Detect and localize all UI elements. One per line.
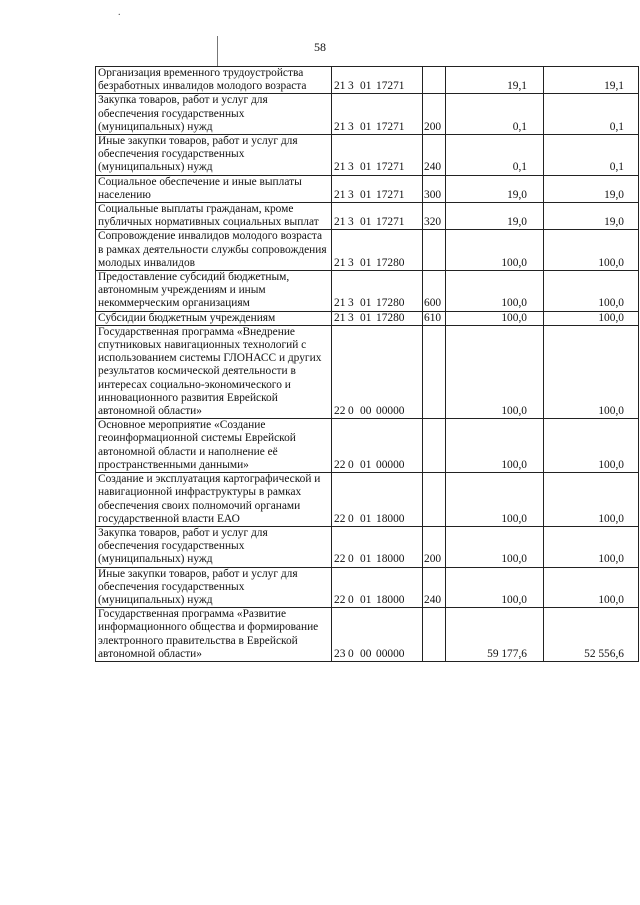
amount-year-2: 0,1	[544, 94, 639, 135]
table-row	[96, 94, 639, 135]
row-description: Закупка товаров, работ и услуг для обеспечения государственных (муниципальных) нужд	[96, 526, 332, 567]
amount-year-1: 100,0	[446, 473, 544, 527]
expense-type	[423, 67, 446, 94]
amount-year-1: 100,0	[446, 311, 544, 325]
row-description: Социальные выплаты гражданам, кроме публичных нормативных социальных выплат	[96, 203, 332, 230]
code-event: 00	[360, 647, 372, 660]
amount-year-1: 0,1	[446, 135, 544, 176]
code-subprogram: 3	[348, 297, 354, 310]
amount-year-1: 100,0	[446, 230, 544, 271]
code-direction: 17271	[376, 120, 405, 133]
code-event: 01	[360, 188, 372, 201]
target-code	[332, 419, 423, 473]
row-description: Сопровождение инвалидов молодого возраста в рамках деятельности службы сопровождения молодых инвалидов	[96, 230, 332, 271]
amount-year-1: 100,0	[446, 567, 544, 608]
table-row	[96, 271, 639, 312]
code-event: 01	[360, 80, 372, 93]
row-description: Субсидии бюджетным учреждениям	[96, 311, 332, 325]
amount-year-1: 19,0	[446, 203, 544, 230]
code-program: 21	[334, 256, 346, 269]
table-row	[96, 230, 639, 271]
row-description: Социальное обеспечение и иные выплаты населению	[96, 175, 332, 202]
amount-year-1: 19,1	[446, 67, 544, 94]
row-description: Государственная программа «Развитие информационного общества и формирование электронного правительства в Еврейской автономной области»	[96, 608, 332, 662]
code-program: 22	[334, 405, 346, 418]
table-row	[96, 419, 639, 473]
amount-year-2: 0,1	[544, 135, 639, 176]
code-direction: 00000	[376, 458, 405, 471]
code-direction: 17280	[376, 256, 405, 269]
table-row	[96, 67, 639, 94]
code-program: 21	[334, 161, 346, 174]
table-row	[96, 203, 639, 230]
row-description: Предоставление субсидий бюджетным, автономным учреждениям и иным некоммерческим организациям	[96, 271, 332, 312]
expense-type: 200	[423, 94, 446, 135]
target-code	[332, 567, 423, 608]
code-subprogram: 0	[348, 512, 354, 525]
expense-type: 300	[423, 175, 446, 202]
code-subprogram: 3	[348, 188, 354, 201]
target-code	[332, 526, 423, 567]
code-direction: 00000	[376, 405, 405, 418]
expense-type: 200	[423, 526, 446, 567]
budget-table	[95, 66, 639, 662]
target-code	[332, 473, 423, 527]
code-event: 01	[360, 297, 372, 310]
row-description: Организация временного трудоустройства безработных инвалидов молодого возраста	[96, 67, 332, 94]
target-code	[332, 135, 423, 176]
amount-year-1: 0,1	[446, 94, 544, 135]
amount-year-2: 19,0	[544, 203, 639, 230]
row-description: Закупка товаров, работ и услуг для обеспечения государственных (муниципальных) нужд	[96, 94, 332, 135]
scan-mark: .	[118, 7, 121, 18]
amount-year-1: 19,0	[446, 175, 544, 202]
target-code	[332, 608, 423, 662]
code-direction: 17271	[376, 80, 405, 93]
amount-year-2: 100,0	[544, 311, 639, 325]
code-event: 01	[360, 512, 372, 525]
row-description: Иные закупки товаров, работ и услуг для обеспечения государственных (муниципальных) нужд	[96, 135, 332, 176]
code-subprogram: 3	[348, 216, 354, 229]
amount-year-2: 100,0	[544, 271, 639, 312]
expense-type	[423, 419, 446, 473]
target-code	[332, 203, 423, 230]
row-description: Создание и эксплуатация картографической и навигационной инфраструктуры в рамках обеспечения своих полномочий органами государственной власти ЕАО	[96, 473, 332, 527]
amount-year-1: 100,0	[446, 325, 544, 418]
amount-year-2: 100,0	[544, 526, 639, 567]
code-direction: 18000	[376, 593, 405, 606]
amount-year-2: 100,0	[544, 567, 639, 608]
code-program: 21	[334, 216, 346, 229]
page-number: 58	[314, 40, 326, 54]
amount-year-1: 100,0	[446, 526, 544, 567]
code-direction: 17280	[376, 297, 405, 310]
table-row	[96, 311, 639, 325]
row-description: Основное мероприятие «Создание геоинформационной системы Еврейской автономной области и наполнение её пространственными данными»	[96, 419, 332, 473]
table-row	[96, 325, 639, 418]
table-row	[96, 567, 639, 608]
amount-year-2: 100,0	[544, 230, 639, 271]
code-event: 00	[360, 405, 372, 418]
expense-type: 610	[423, 311, 446, 325]
target-code	[332, 175, 423, 202]
code-event: 01	[360, 458, 372, 471]
code-subprogram: 3	[348, 311, 354, 324]
code-event: 01	[360, 593, 372, 606]
target-code	[332, 94, 423, 135]
table-row	[96, 526, 639, 567]
target-code	[332, 325, 423, 418]
code-subprogram: 3	[348, 120, 354, 133]
code-program: 21	[334, 297, 346, 310]
code-subprogram: 0	[348, 405, 354, 418]
expense-type	[423, 608, 446, 662]
table-row	[96, 175, 639, 202]
code-direction: 17271	[376, 161, 405, 174]
code-program: 21	[334, 311, 346, 324]
expense-type	[423, 230, 446, 271]
amount-year-2: 100,0	[544, 419, 639, 473]
expense-type: 240	[423, 135, 446, 176]
code-program: 21	[334, 120, 346, 133]
amount-year-2: 19,0	[544, 175, 639, 202]
code-subprogram: 0	[348, 458, 354, 471]
code-subprogram: 3	[348, 161, 354, 174]
amount-year-1: 100,0	[446, 271, 544, 312]
code-event: 01	[360, 161, 372, 174]
expense-type: 600	[423, 271, 446, 312]
amount-year-2: 100,0	[544, 473, 639, 527]
expense-type: 320	[423, 203, 446, 230]
target-code	[332, 230, 423, 271]
row-description: Иные закупки товаров, работ и услуг для обеспечения государственных (муниципальных) нужд	[96, 567, 332, 608]
code-program: 23	[334, 647, 346, 660]
expense-type	[423, 325, 446, 418]
target-code	[332, 311, 423, 325]
code-event: 01	[360, 311, 372, 324]
amount-year-2: 100,0	[544, 325, 639, 418]
amount-year-2: 19,1	[544, 67, 639, 94]
target-code	[332, 67, 423, 94]
code-direction: 18000	[376, 553, 405, 566]
code-direction: 17271	[376, 188, 405, 201]
code-program: 22	[334, 553, 346, 566]
code-subprogram: 3	[348, 80, 354, 93]
amount-year-1: 59 177,6	[446, 608, 544, 662]
amount-year-2: 52 556,6	[544, 608, 639, 662]
table-row	[96, 135, 639, 176]
expense-type	[423, 473, 446, 527]
code-direction: 18000	[376, 512, 405, 525]
expense-type: 240	[423, 567, 446, 608]
code-event: 01	[360, 216, 372, 229]
code-direction: 17280	[376, 311, 405, 324]
code-event: 01	[360, 120, 372, 133]
row-description: Государственная программа «Внедрение спутниковых навигационных технологий с использованием системы ГЛОНАСС и других результатов космической деятельности в интересах социально-экономического и инновационного развития Еврейской автономной области»	[96, 325, 332, 418]
table-row	[96, 608, 639, 662]
amount-year-1: 100,0	[446, 419, 544, 473]
code-event: 01	[360, 553, 372, 566]
table-row	[96, 473, 639, 527]
code-program: 22	[334, 458, 346, 471]
code-subprogram: 3	[348, 256, 354, 269]
code-direction: 17271	[376, 216, 405, 229]
code-event: 01	[360, 256, 372, 269]
code-program: 21	[334, 80, 346, 93]
code-program: 21	[334, 188, 346, 201]
code-subprogram: 0	[348, 553, 354, 566]
target-code	[332, 271, 423, 312]
code-subprogram: 0	[348, 647, 354, 660]
code-direction: 00000	[376, 647, 405, 660]
code-program: 22	[334, 512, 346, 525]
code-subprogram: 0	[348, 593, 354, 606]
code-program: 22	[334, 593, 346, 606]
